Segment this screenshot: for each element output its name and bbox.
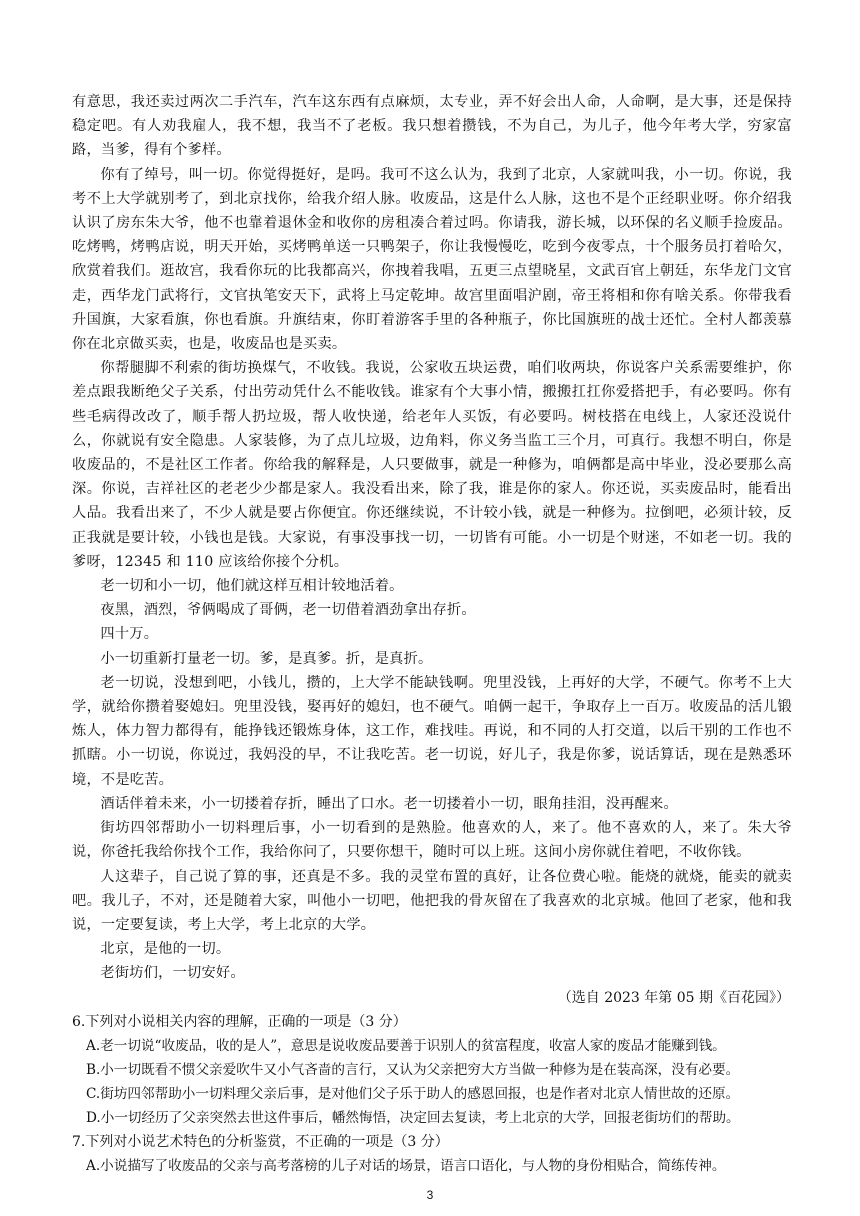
story-paragraph: 四十万。 xyxy=(100,626,159,643)
story-paragraph: 小一切重新打量老一切。爹，是真爹。折，是真折。 xyxy=(100,650,433,667)
story-paragraph: 老一切说，没想到吧，小钱儿，攒的，上大学不能缺钱啊。兜里没钱，上再好的大学，不硬气。你考不上大学，就给你攒着娶媳妇。兜里没钱，娶再好的媳妇，也不硬气。咱俩一起干，争取存上一百万。收废品的活儿锻炼人，体力智力都得有，能挣钱还锻炼身体，这工作，难找哇。再说，和不同的人打交道，以后干别的工作也不抓瞎。小一切说，你说过，我妈没的早，不让我吃苦。老一切说，好儿子，我是你爹，说话算话，现在是熟悉环境，不是吃苦。 xyxy=(72,674,792,788)
story-paragraph: 酒话伴着未来，小一切搂着存折，睡出了口水。老一切搂着小一切，眼角挂泪，没再醒来。 xyxy=(100,795,678,812)
story-paragraph: 老一切和小一切，他们就这样互相计较地活着。 xyxy=(100,578,404,595)
question-stem: 6.下列对小说相关内容的理解，正确的一项是（3 分） xyxy=(72,1013,407,1030)
page-number: 3 xyxy=(426,1188,434,1202)
source-citation: （选自 2023 年第 05 期《百花园》） xyxy=(557,989,790,1006)
story-paragraph: 街坊四邻帮助小一切料理后事，小一切看到的是熟脸。他喜欢的人，来了。他不喜欢的人，来了。朱大爷说，你爸托我给你找个工作，我给你问了，只要你想干，随时可以上班。这间小房你就住着吧，不收你钱。 xyxy=(72,820,792,861)
answer-option-b: B.小一切既看不惯父亲爱吹牛又小气吝啬的言行，又认为父亲把穷大方当做一种修为是在装高深，没有必要。 xyxy=(86,1061,740,1078)
story-paragraph: 你有了绰号，叫一切。你觉得挺好，是吗。我可不这么认为，我到了北京，人家就叫我，小一切。你说，我考不上大学就别考了，到北京找你，给我介绍人脉。收废品，这是什么人脉，这也不是个正经职业呀。你介绍我认识了房东朱大爷，他不也靠着退休金和收你的房租凑合着过吗。你请我，游长城，以环保的名义顺手捡废品。吃烤鸭，烤鸭店说，明天开始，买烤鸭单送一只鸭架子，你让我慢慢吃，吃到今夜零点，十个服务员打着哈欠，欣赏着我们。逛故宫，我看你玩的比我都高兴，你拽着我唱，五更三点望晓星，文武百官上朝廷，东华龙门文官走，西华龙门武将行，文官执笔安天下，武将上马定乾坤。故宫里面唱沪剧，帝王将相和你有啥关系。你带我看升国旗，大家看旗，你也看旗。升旗结束，你盯着游客手里的各种瓶子，你比国旗班的战士还忙。全村人都羡慕你在北京做买卖，也是，收废品也是买卖。 xyxy=(72,166,792,353)
story-paragraph: 人这辈子，自己说了算的事，还真是不多。我的灵堂布置的真好，让各位费心啦。能烧的就烧，能卖的就卖吧。我儿子，不对，还是随着大家，叫他小一切吧，他把我的骨灰留在了我喜欢的北京城。他回了老家，他和我说，一定要复读，考上大学，考上北京的大学。 xyxy=(72,868,792,933)
story-body xyxy=(72,90,792,986)
answer-option-a: A.老一切说“收废品，收的是人”，意思是说收废品要善于识别人的贫富程度，收富人家的废品才能赚到钱。 xyxy=(86,1037,726,1054)
answer-option-d: D.小一切经历了父亲突然去世这件事后，幡然悔悟，决定回去复读，考上北京的大学，回报老街坊们的帮助。 xyxy=(86,1110,740,1127)
question-7 xyxy=(72,1130,792,1178)
answer-option-a: A.小说描写了收废品的父亲与高考落榜的儿子对话的场景，语言口语化，与人物的身份相贴合，简练传神。 xyxy=(86,1158,726,1175)
story-paragraph: 北京，是他的一切。 xyxy=(100,941,231,958)
document-page xyxy=(72,90,792,1179)
story-paragraph: 有意思，我还卖过两次二手汽车，汽车这东西有点麻烦，太专业，弄不好会出人命，人命啊，是大事，还是保持稳定吧。有人劝我雇人，我不想，我当不了老板。我只想着攒钱，不为自己，为儿子，他今年考大学，穷家富路，当爹，得有个爹样。 xyxy=(72,94,792,159)
question-stem: 7.下列对小说艺术特色的分析鉴赏，不正确的一项是（3 分） xyxy=(72,1134,449,1151)
story-paragraph: 你帮腿脚不利索的街坊换煤气，不收钱。我说，公家收五块运费，咱们收两块，你说客户关系需要维护，你差点跟我断绝父子关系，付出劳动凭什么不能收钱。谁家有个大事小情，搬搬扛扛你爱搭把手，有必要吗。你有些毛病得改改了，顺手帮人扔垃圾，帮人收快递，给老年人买饭，有必要吗。树枝搭在电线上，人家还没说什么，你就说有安全隐患。人家装修，为了点儿垃圾，边角料，你义务当监工三个月，可真行。我想不明白，你是收废品的，不是社区工作者。你给我的解释是，人只要做事，就是一种修为，咱俩都是高中毕业，没必要那么高深。你说，吉祥社区的老老少少都是家人。我没看出来，除了我，谁是你的家人。你还说，买卖废品时，能看出人品。我看出来了，不少人就是要占你便宜。你还继续说，不计较小钱，就是一种修为。拉倒吧，必须计较，反正我就是要计较，小钱也是钱。大家说，有事没事找一切，一切皆有可能。小一切是个财迷，不如老一切。我的爹呀，12345 和 110 应该给你接个分机。 xyxy=(72,360,792,570)
story-paragraph: 夜黑，酒烈，爷俩喝成了哥俩，老一切借着酒劲拿出存折。 xyxy=(100,602,476,619)
answer-option-c: C.街坊四邻帮助小一切料理父亲后事，是对他们父子乐于助人的感恩回报，也是作者对北京人情世故的还原。 xyxy=(86,1085,740,1102)
story-paragraph: 老街坊们，一切安好。 xyxy=(100,965,245,982)
question-6 xyxy=(72,1010,792,1131)
